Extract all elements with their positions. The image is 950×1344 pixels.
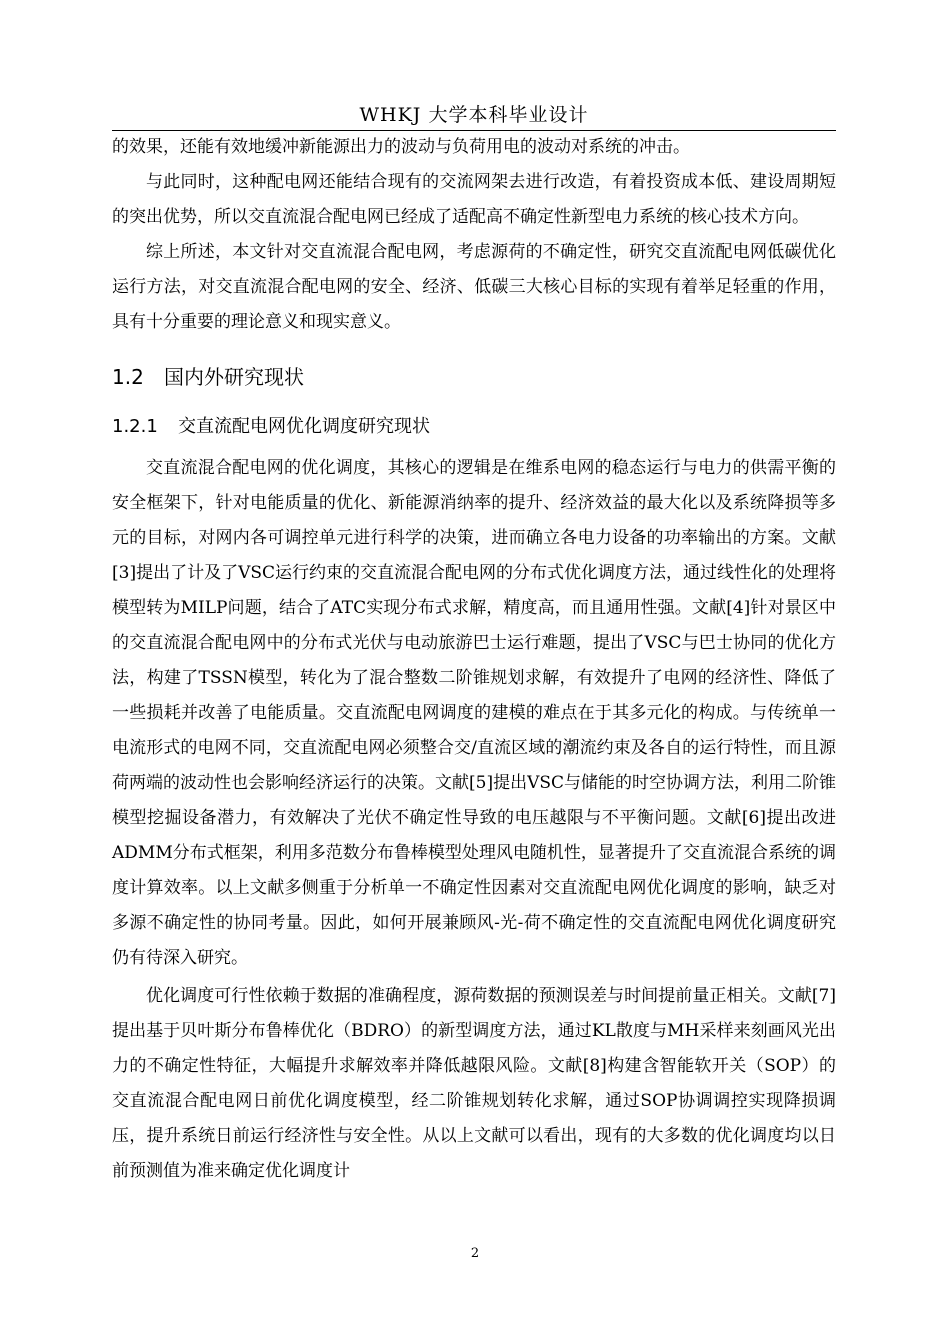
section-title: 国内外研究现状 bbox=[164, 365, 304, 389]
page-body bbox=[112, 130, 836, 1189]
paragraph: 优化调度可行性依赖于数据的准确程度，源荷数据的预测误差与时间提前量正相关。文献[7]提出基于贝叶斯分布鲁棒优化（BDRO）的新型调度方法，通过KL散度与MH采样来刻画风光出力的不确定性特征，大幅提升求解效率并降低越限风险。文献[8]构建含智能软开关（SOP）的交直流混合配电网日前优化调度模型，经二阶锥规划转化求解，通过SOP协调调控实现降损调压，提升系统日前运行经济性与安全性。从以上文献可以看出，现有的大多数的优化调度均以日前预测值为准来确定优化调度计 bbox=[112, 986, 836, 1181]
paragraph: 综上所述，本文针对交直流混合配电网，考虑源荷的不确定性，研究交直流配电网低碳优化运行方法，对交直流混合配电网的安全、经济、低碳三大核心目标的实现有着举足轻重的作用，具有十分重要的理论意义和现实意义。 bbox=[112, 242, 836, 332]
paragraph: 与此同时，这种配电网还能结合现有的交流网架去进行改造，有着投资成本低、建设周期短的突出优势，所以交直流混合配电网已经成了适配高不确定性新型电力系统的核心技术方向。 bbox=[112, 172, 836, 227]
subsection-number: 1.2.1 bbox=[112, 416, 158, 437]
subsection-heading bbox=[112, 403, 836, 451]
section-number: 1.2 bbox=[112, 365, 144, 389]
section-heading bbox=[112, 351, 836, 403]
subsection-title: 交直流配电网优化调度研究现状 bbox=[178, 416, 430, 437]
paragraph: 交直流混合配电网的优化调度，其核心的逻辑是在维系电网的稳态运行与电力的供需平衡的安全框架下，针对电能质量的优化、新能源消纳率的提升、经济效益的最大化以及系统降损等多元的目标，对网内各可调控单元进行科学的决策，进而确立各电力设备的功率输出的方案。文献[3]提出了计及了VSC运行约束的交直流混合配电网的分布式优化调度方法，通过线性化的处理将模型转为MILP问题，结合了ATC实现分布式求解，精度高，而且通用性强。文献[4]针对景区中的交直流混合配电网中的分布式光伏与电动旅游巴士运行难题，提出了VSC与巴士协同的优化方法，构建了TSSN模型，转化为了混合整数二阶锥规划求解，有效提升了电网的经济性、降低了一些损耗并改善了电能质量。交直流配电网调度的建模的难点在于其多元化的构成。与传统单一电流形式的电网不同，交直流配电网必须整合交/直流区域的潮流约束及各自的运行特性，而且源荷两端的波动性也会影响经济运行的决策。文献[5]提出VSC与储能的时空协调方法，利用二阶锥模型挖掘设备潜力，有效解决了光伏不确定性导致的电压越限与不平衡问题。文献[6]提出改进ADMM分布式框架，利用多范数分布鲁棒模型处理风电随机性，显著提升了交直流混合系统的调度计算效率。以上文献多侧重于分析单一不确定性因素对交直流配电网优化调度的影响，缺乏对多源不确定性的协同考量。因此，如何开展兼顾风-光-荷不确定性的交直流配电网优化调度研究仍有待深入研究。 bbox=[112, 458, 837, 968]
page-header: WHKJ 大学本科毕业设计 bbox=[359, 104, 589, 126]
paragraph-continuation: 的效果，还能有效地缓冲新能源出力的波动与负荷用电的波动对系统的冲击。 bbox=[112, 137, 690, 157]
page-number: 2 bbox=[470, 1246, 480, 1261]
